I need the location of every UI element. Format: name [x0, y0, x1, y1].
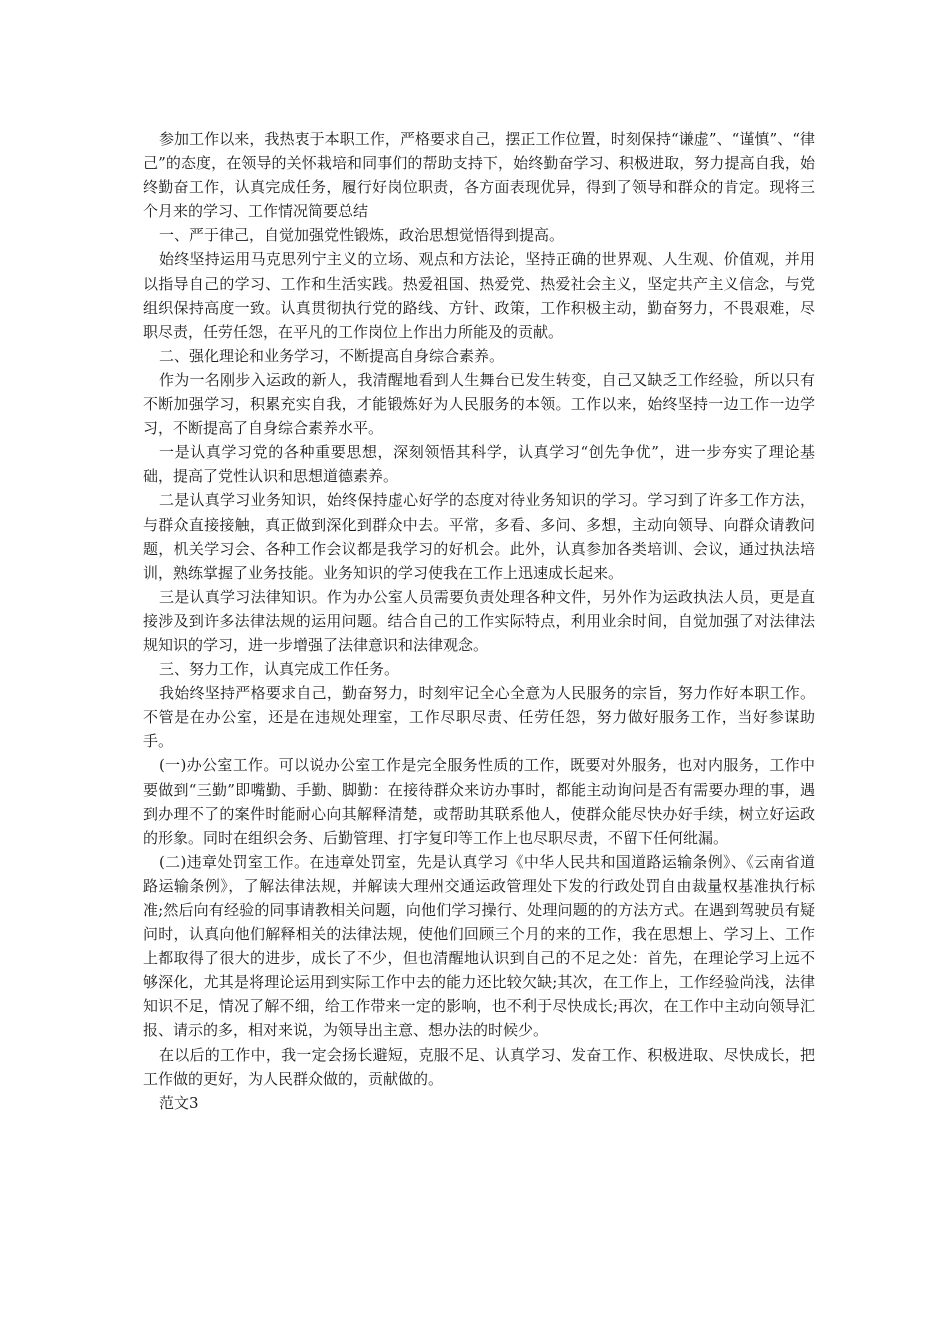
paragraph-office-work: (一)办公室工作。可以说办公室工作是完全服务性质的工作，既要对外服务，也对内服务，工作中要做到“三勤”即嘴勤、手勤、脚勤：在接待群众来访办事时，都能主动询问是否有需要办理的事，遇到办理不了的案件时能耐心向其解释清楚，或帮助其联系他人，使群众能尽快办好手续，树立好运政的形象。同时在组织会务、后勤管理、打字复印等工作上也尽职尽责，不留下任何纰漏。: [143, 756, 815, 847]
paragraph-intro: 参加工作以来，我热衷于本职工作，严格要求自己，摆正工作位置，时刻保持“谦虚”、“谨慎”、“律己”的态度，在领导的关怀栽培和同事们的帮助支持下，始终勤奋学习、积极进取，努力提高自我，始终勤奋工作，认真完成任务，履行好岗位职责，各方面表现优异，得到了领导和群众的肯定。现将三个月来的学习、工作情况简要总结: [143, 130, 815, 221]
paragraph-section-3: 我始终坚持严格要求自己，勤奋努力，时刻牢记全心全意为人民服务的宗旨，努力作好本职工作。不管是在办公室，还是在违规处理室，工作尽职尽责、任劳任怨，努力做好服务工作，当好参谋助手。: [143, 684, 815, 751]
paragraph-section-2: 作为一名刚步入运政的新人，我清醒地看到人生舞台已发生转变，自己又缺乏工作经验，所以只有不断加强学习，积累充实自我，才能锻炼好为人民服务的本领。工作以来，始终坚持一边工作一边学习，不断提高了自身综合素养水平。: [143, 370, 815, 438]
paragraph-point-3: 三是认真学习法律知识。作为办公室人员需要负责处理各种文件，另外作为运政执法人员，更是直接涉及到许多法律法规的运用问题。结合自己的工作实际特点，利用业余时间，自觉加强了对法律法规知识的学习，进一步增强了法律意识和法律观念。: [143, 587, 815, 654]
section-heading-1: 一、严于律己，自觉加强党性锻炼，政治思想觉悟得到提高。: [159, 226, 565, 245]
section-heading-3: 三、努力工作，认真完成工作任务。: [159, 660, 400, 679]
paragraph-point-2: 二是认真学习业务知识，始终保持虚心好学的态度对待业务知识的学习。学习到了许多工作方法，与群众直接接触，真正做到深化到群众中去。平常，多看、多问、多想，主动向领导、向群众请教问题，机关学习会、各种工作会议都是我学习的好机会。此外，认真参加各类培训、会议，通过执法培训，熟练掌握了业务技能。业务知识的学习使我在工作上迅速成长起来。: [143, 491, 815, 582]
paragraph-point-1: 一是认真学习党的各种重要思想，深刻领悟其科学，认真学习“创先争优”，进一步夯实了理论基础，提高了党性认识和思想道德素养。: [143, 443, 815, 486]
paragraph-section-1: 始终坚持运用马克思列宁主义的立场、观点和方法论，坚持正确的世界观、人生观、价值观，并用以指导自己的学习、工作和生活实践。热爱祖国、热爱党、热爱社会主义，坚定共产主义信念，与党组织保持高度一致。认真贯彻执行党的路线、方针、政策，工作积极主动，勤奋努力，不畏艰难，尽职尽责，任劳任怨，在平凡的工作岗位上作出力所能及的贡献。: [143, 250, 815, 341]
paragraph-violation-office: (二)违章处罚室工作。在违章处罚室，先是认真学习《中华人民共和国道路运输条例》、《云南省道路运输条例》，了解法律法规，并解读大理州交通运政管理处下发的行政处罚自由裁量权基准执行标准;然后向有经验的同事请教相关问题，向他们学习操行、处理问题的的方法方式。在遇到驾驶员有疑问时，认真向他们解释相关的法律法规，使他们回顾三个月的来的工作，我在思想上、学习上、工作上都取得了很大的进步，成长了不少，但也清醒地认识到自己的不足之处：首先，在理论学习上远不够深化，尤其是将理论运用到实际工作中去的能力还比较欠缺;其次，在工作上，工作经验尚浅，法律知识不足，情况了解不细，给工作带来一定的影响，也不利于尽快成长;再次，在工作中主动向领导汇报、请示的多，相对来说，为领导出主意、想办法的时候少。: [143, 852, 815, 1040]
sample-label: 范文3: [159, 1093, 199, 1112]
section-heading-2: 二、强化理论和业务学习，不断提高自身综合素养。: [159, 346, 505, 365]
paragraph-closing: 在以后的工作中，我一定会扬长避短，克服不足、认真学习、发奋工作、积极进取、尽快成长，把工作做的更好，为人民群众做的，贡献做的。: [143, 1045, 815, 1088]
document-body: [143, 127, 815, 1115]
